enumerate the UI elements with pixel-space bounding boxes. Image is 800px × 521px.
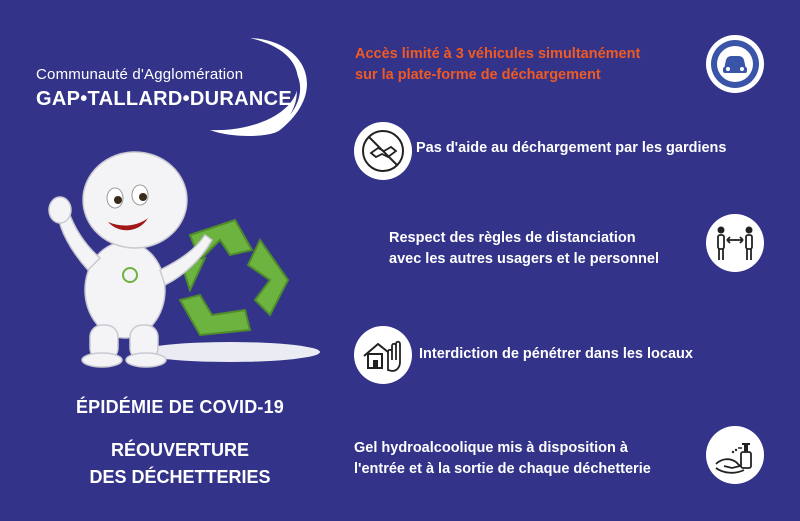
- distancing-icon-badge: [706, 214, 764, 272]
- no-handshake-icon-badge: [354, 122, 412, 180]
- no-handshake-icon: [358, 126, 408, 176]
- recycle-icon: [180, 220, 288, 335]
- reopening-line-2: DES DÉCHETTERIES: [89, 467, 271, 487]
- rule-vehicle-limit-line-1: Accès limité à 3 véhicules simultanément: [355, 46, 641, 62]
- car-icon-badge: [706, 35, 764, 93]
- logo-swoosh-icon: [210, 30, 330, 140]
- rule-hand-gel: [354, 438, 651, 480]
- rule-vehicle-limit-line-2: sur la plate-forme de déchargement: [355, 67, 601, 83]
- rule-hand-gel-line-2: l'entrée et à la sortie de chaque déchetterie: [354, 461, 651, 477]
- rule-hand-gel-line-1: Gel hydroalcoolique mis à disposition à: [354, 440, 628, 456]
- logo-title: GAP•TALLARD•DURANCE: [36, 88, 292, 110]
- rule-distancing-line-1: Respect des règles de distanciation: [389, 230, 636, 246]
- hand-sanitizer-icon-badge: [706, 426, 764, 484]
- epidemic-title: ÉPIDÉMIE DE COVID-19: [75, 397, 285, 417]
- rule-no-assistance-line-1: Pas d'aide au déchargement par les gardiens: [416, 140, 727, 156]
- rule-vehicle-limit: [355, 44, 640, 86]
- rule-no-entry: [419, 344, 693, 365]
- rule-distancing: [389, 228, 659, 270]
- reopening-title: [0, 437, 360, 491]
- no-entry-hand-icon: [358, 330, 408, 380]
- logo-subtitle: Communauté d'Agglomération: [36, 66, 244, 83]
- car-icon: [710, 39, 760, 89]
- distancing-icon: [710, 218, 760, 268]
- rule-no-assistance: [416, 138, 726, 159]
- reopening-line-1: RÉOUVERTURE: [110, 440, 249, 460]
- hand-sanitizer-icon: [710, 430, 760, 480]
- mascot-recycling-illustration: [30, 140, 320, 370]
- rule-distancing-line-2: avec les autres usagers et le personnel: [389, 251, 659, 267]
- no-entry-icon-badge: [354, 326, 412, 384]
- rule-no-entry-line-1: Interdiction de pénétrer dans les locaux: [419, 346, 693, 362]
